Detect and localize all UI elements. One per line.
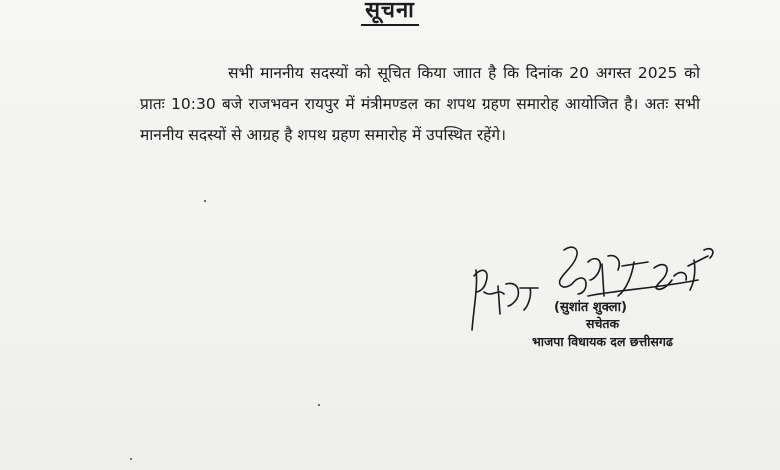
notice-body (140, 58, 700, 151)
notice-title (0, 0, 780, 24)
signatory-name: (सुशांत शुक्ला) (554, 300, 627, 315)
signature-block (468, 236, 748, 356)
signatory-organization: भाजपा विधायक दल छत्तीसगढ (532, 334, 673, 349)
paper-speck (204, 200, 206, 202)
notice-title-text: सूचना (361, 0, 419, 26)
notice-body-paragraph: सभी माननीय सदस्यों को सूचित किया जाात है कि दिनांक 20 अगस्त 2025 को प्रातः 10:30 बजे राजभवन रायपुर में मंत्रीमण्डल का शपथ ग्रहण समारोह आयोजित है। अतः सभी माननीय सदस्यों से आग्रह है शपथ ग्रहण समारोह में उपस्थित रहेंगे। (140, 64, 700, 144)
paper-speck (318, 404, 320, 406)
paper-speck (130, 458, 132, 460)
signatory-designation: सचेतक (586, 316, 620, 331)
